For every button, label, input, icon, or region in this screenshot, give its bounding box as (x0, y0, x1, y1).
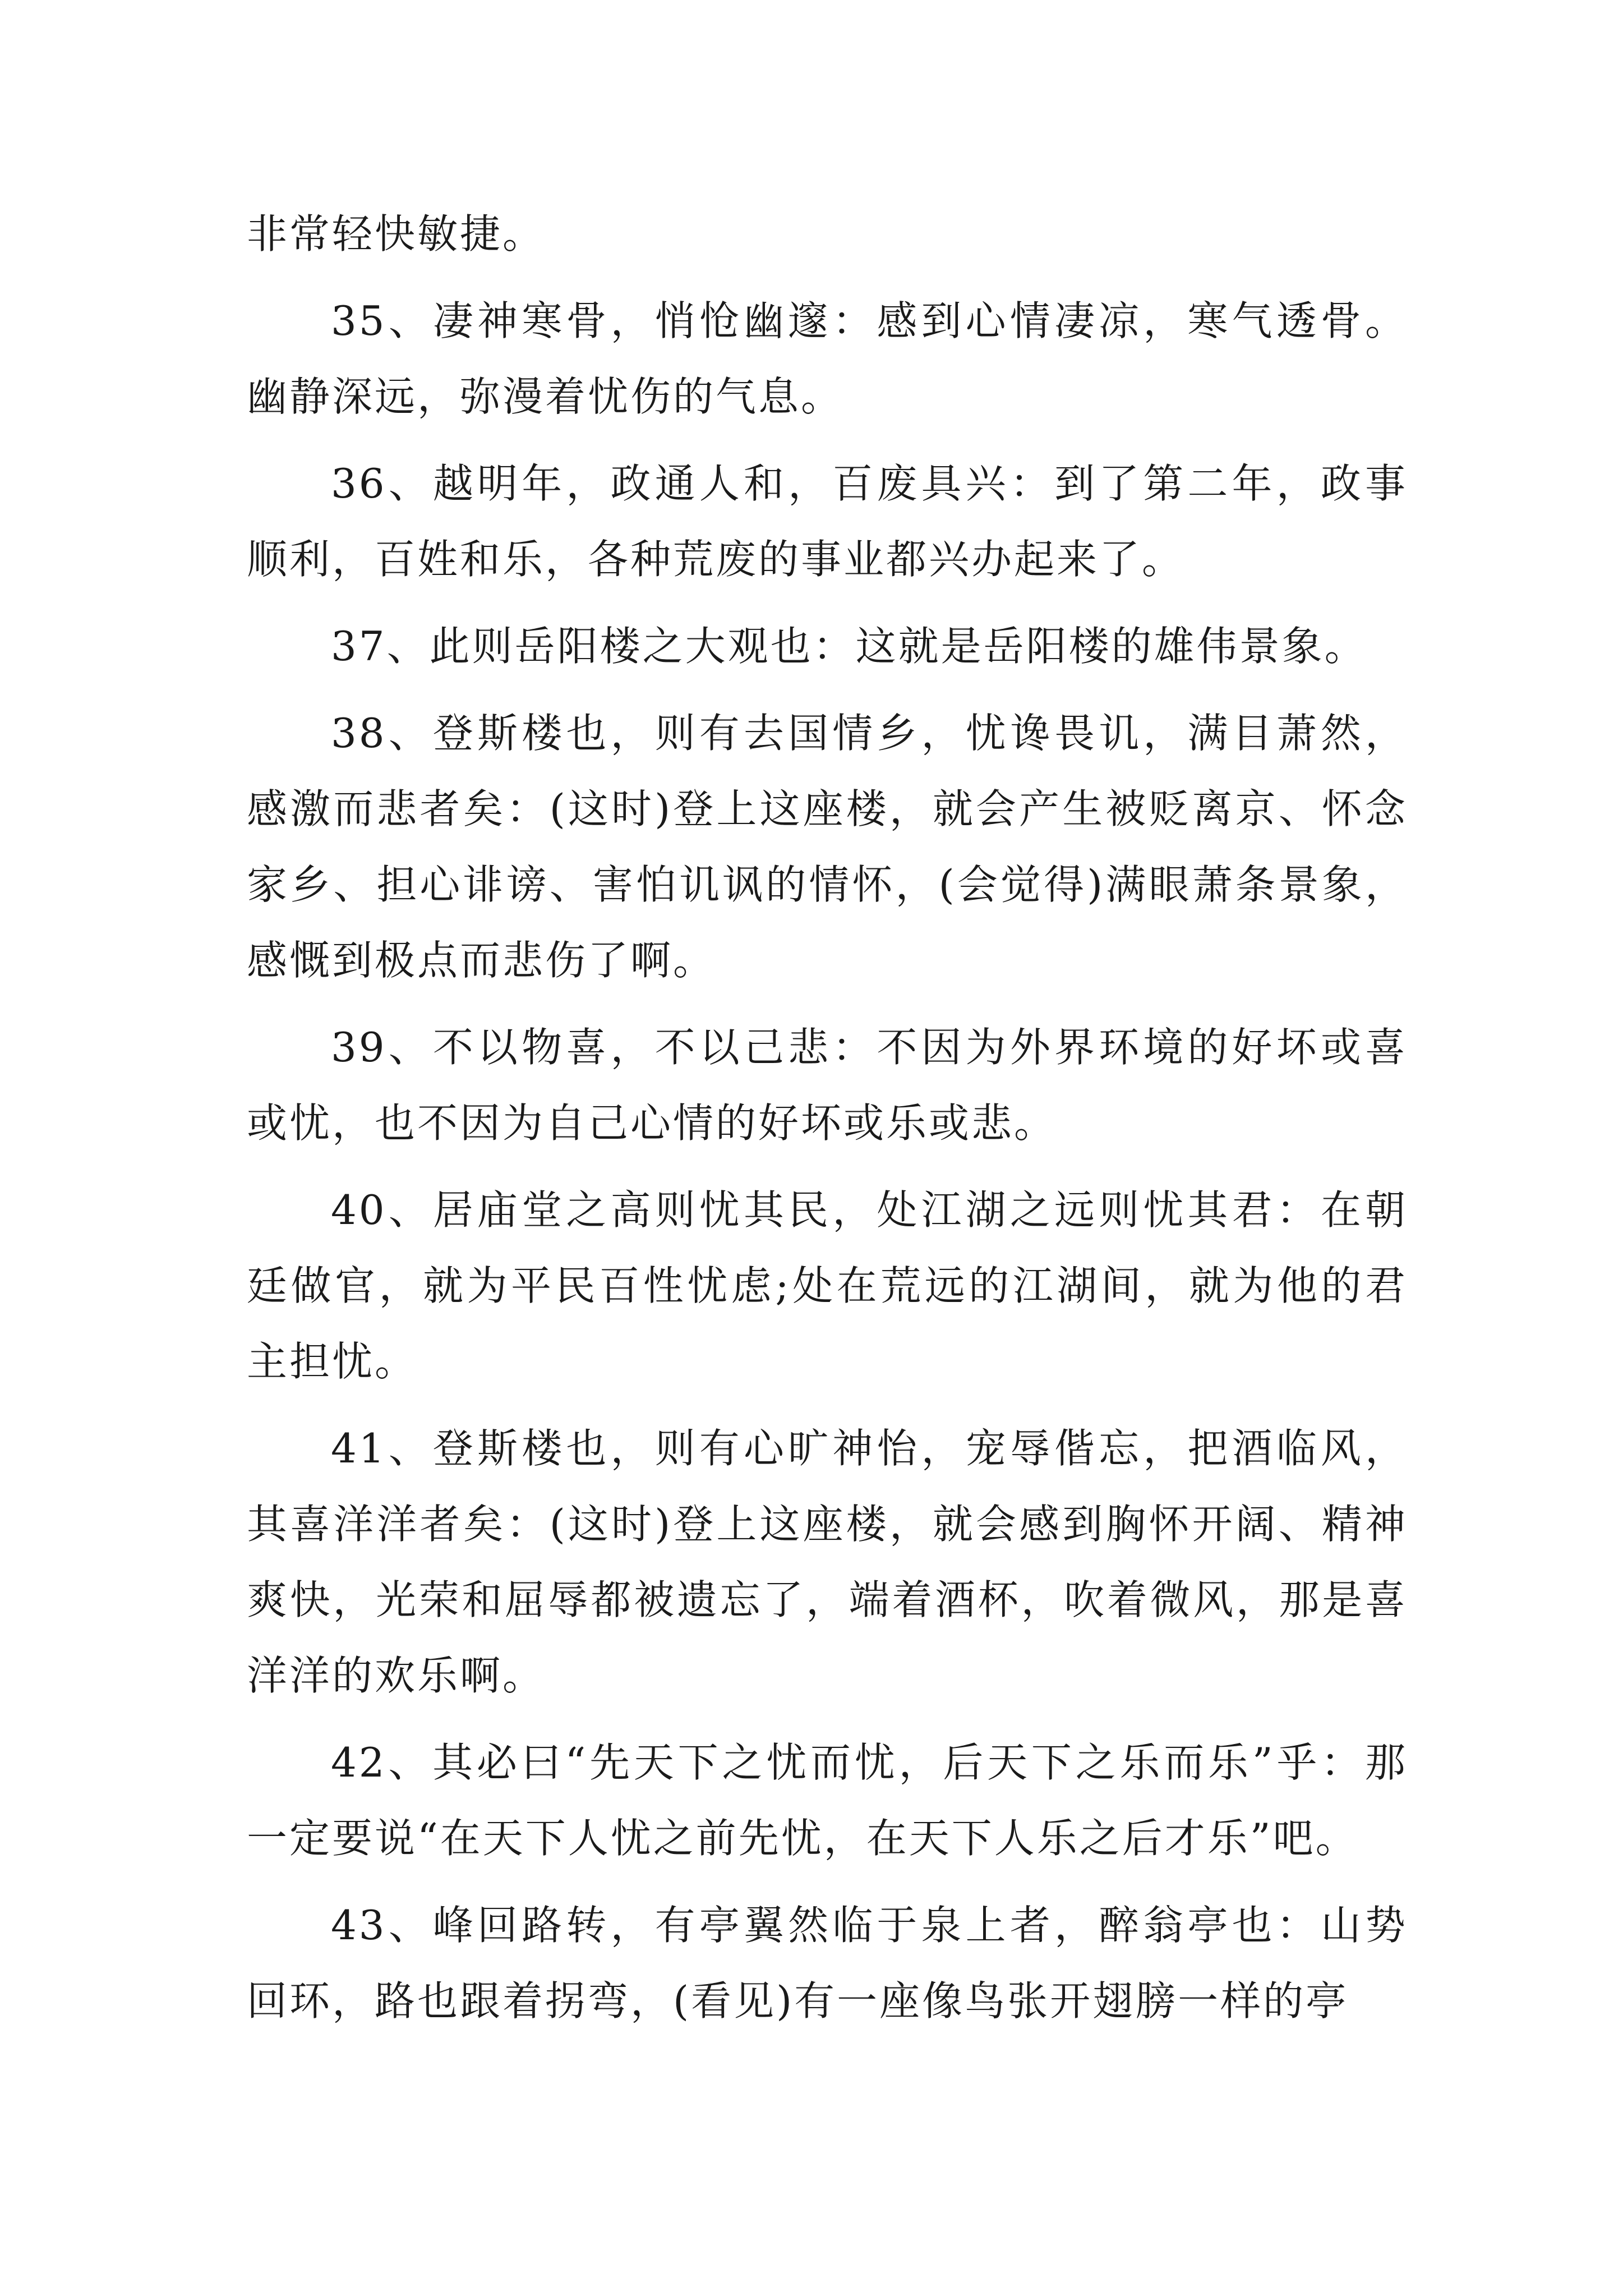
paragraph-43: 43、峰回路转，有亭翼然临于泉上者，醉翁亭也：山势回环，路也跟着拐弯，(看见)有一座像鸟张开翅膀一样的亭 (247, 1902, 1408, 2024)
paragraph-continuation: 非常轻快敏捷。 (247, 210, 546, 257)
paragraph-37: 37、此则岳阳楼之大观也：这就是岳阳楼的雄伟景象。 (331, 623, 1367, 670)
paragraph-39: 39、不以物喜，不以己悲：不因为外界环境的好坏或喜或忧，也不因为自己心情的好坏或乐或悲。 (247, 1024, 1408, 1147)
paragraph-36: 36、越明年，政通人和，百废具兴：到了第二年，政事顺利，百姓和乐，各种荒废的事业都兴办起来了。 (247, 460, 1408, 583)
paragraph-40: 40、居庙堂之高则忧其民，处江湖之远则忧其君：在朝廷做官，就为平民百性忧虑;处在荒远的江湖间，就为他的君主担忧。 (247, 1186, 1408, 1385)
document-body (247, 196, 1408, 2050)
paragraph-42: 42、其必曰“先天下之忧而忧，后天下之乐而乐”乎：那一定要说“在天下人忧之前先忧，在天下人乐之后才乐”吧。 (247, 1739, 1408, 1862)
paragraph-35: 35、凄神寒骨，悄怆幽邃：感到心情凄凉，寒气透骨。幽静深远，弥漫着忧伤的气息。 (247, 297, 1408, 420)
paragraph-38: 38、登斯楼也，则有去国情乡，忧谗畏讥，满目萧然，感激而悲者矣：(这时)登上这座楼，就会产生被贬离京、怀念家乡、担心诽谤、害怕讥讽的情怀，(会觉得)满眼萧条景象，感慨到极点而悲伤了啊。 (247, 710, 1408, 984)
paragraph-41: 41、登斯楼也，则有心旷神怡，宠辱偕忘，把酒临风，其喜洋洋者矣：(这时)登上这座楼，就会感到胸怀开阔、精神爽快，光荣和屈辱都被遗忘了，端着酒杯，吹着微风，那是喜洋洋的欢乐啊。 (247, 1425, 1408, 1699)
